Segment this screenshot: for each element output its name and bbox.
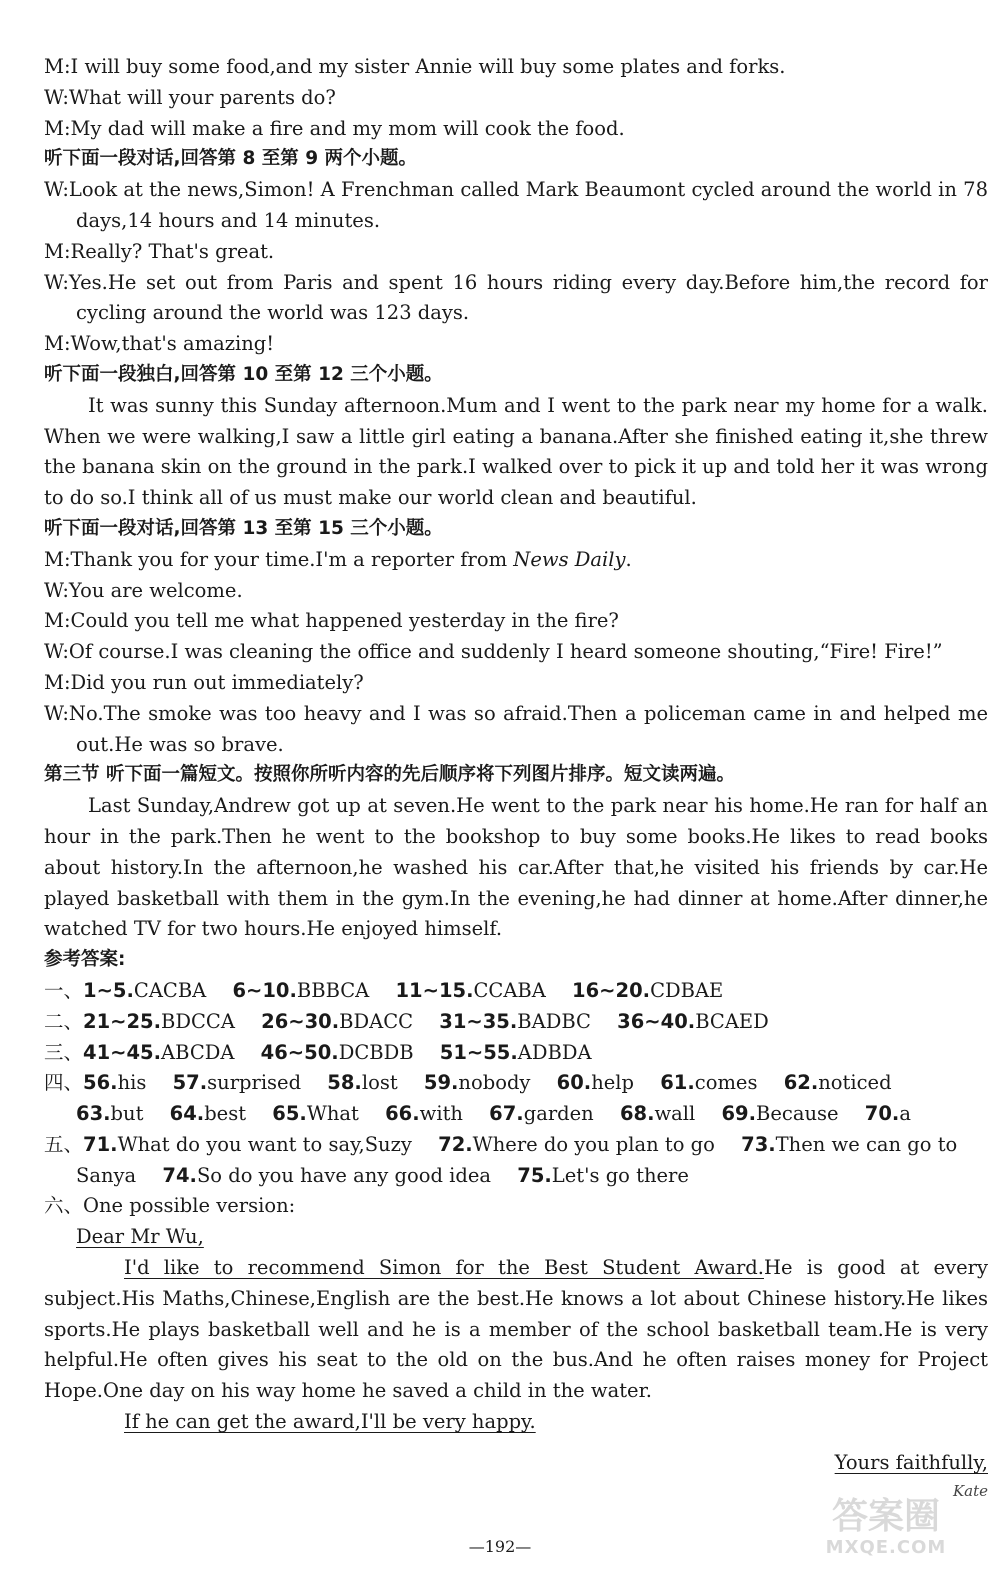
- answer-key-heading: 参考答案:: [44, 949, 126, 971]
- watermark-text: 答案圈: [831, 1496, 940, 1537]
- answer-number: 46~50.: [260, 1040, 339, 1064]
- answer-item: [572, 979, 723, 1002]
- dialogue-line: M:I will buy some food,and my sister Annie will buy some plates and forks.: [44, 55, 786, 78]
- answer-part-label: 五、: [44, 1132, 84, 1156]
- answer-item: [170, 1102, 246, 1125]
- answer-part-label: 四、: [44, 1071, 84, 1095]
- answer-page: [44, 52, 988, 1503]
- body-text: He is good at every subject.His Maths,Chinese,English are the best.He knows a lot about Chinese history.He likes sports.He plays basketball well and he is a member of the school basketball team.He is very helpful.He often gives his seat to the old on the bus.And he often raises money for Project Hope.One day on his way home he saved a child in the water.: [44, 1256, 988, 1403]
- answer-value: help: [591, 1071, 635, 1095]
- answer-item: [424, 1071, 531, 1094]
- passage-paragraph: Last Sunday,Andrew got up at seven.He went to the park near his home.He ran for half an hour in the park.Then he went to the bookshop to buy some books.He likes to read books about history.In the afternoon,he washed his car.After that,he visited his friends by car.He played basketball with them in the gym.In the evening,he had dinner at home.After dinner,he watched TV for two hours.He enjoyed himself.: [44, 794, 988, 941]
- dialogue-line: M:Really? That's great.: [44, 239, 275, 263]
- answer-number: 74.: [162, 1163, 197, 1187]
- section-13-15: [44, 514, 988, 760]
- answer-number: 56.: [83, 1071, 118, 1095]
- answer-row: [44, 1007, 988, 1038]
- answer-item: [557, 1071, 634, 1094]
- topic-sentence: I'd like to recommend Simon for the Best Student Award.: [124, 1256, 764, 1280]
- answer-value: CCABA: [473, 978, 546, 1002]
- section-heading: 听下面一段独白,回答第 10 至第 12 三个小题。: [44, 363, 443, 385]
- closing: Yours faithfully,: [834, 1450, 988, 1474]
- answer-value: What: [306, 1102, 359, 1126]
- answer-item: [620, 1102, 695, 1125]
- answer-number: 26~30.: [261, 1009, 340, 1033]
- answer-number: 60.: [556, 1071, 592, 1095]
- line-text: .: [625, 547, 632, 571]
- answer-value: lost: [361, 1071, 398, 1095]
- page-number: —192—: [468, 1537, 532, 1556]
- dialogue-line: M:My dad will make a fire and my mom will cook the food.: [44, 116, 625, 140]
- monologue-paragraph: It was sunny this Sunday afternoon.Mum and I went to the park near my home for a walk. When we were walking,I saw a little girl eating a banana.After she finished eating it,she threw the banana skin on the ground in the park.I walked over to pick it up and told her it was wrong to do so.I think all of us must make our world clean and beautiful.: [44, 393, 988, 510]
- line-text: M:Thank you for your time.I'm a reporter from: [44, 547, 514, 571]
- answer-item: [261, 1041, 414, 1064]
- watermark-logo: [786, 1497, 986, 1563]
- answer-number: 62.: [783, 1071, 819, 1095]
- answer-number: 75.: [517, 1163, 552, 1187]
- answer-number: 72.: [438, 1132, 473, 1156]
- answer-number: 36~40.: [617, 1009, 696, 1033]
- answer-item: [327, 1071, 397, 1094]
- letter-closing-line: [44, 1407, 988, 1438]
- answer-item: [83, 979, 206, 1002]
- answer-number: 21~25.: [83, 1009, 162, 1033]
- dialogue-line: [44, 545, 988, 576]
- dialogue-7: [44, 52, 988, 144]
- answer-value: Where do you plan to go: [472, 1132, 715, 1156]
- newspaper-title: News Daily: [513, 547, 626, 571]
- answer-item: [439, 1010, 591, 1033]
- dialogue-line: W:Yes.He set out from Paris and spent 16 hours riding every day.Before him,the record for cycling around the world was 123 days.: [44, 270, 988, 325]
- answer-number: 63.: [76, 1102, 111, 1126]
- concluding-sentence: If he can get the award,I'll be very happy.: [124, 1410, 536, 1434]
- answer-item: [489, 1102, 594, 1125]
- answer-row: [44, 1068, 988, 1130]
- answer-value: surprised: [207, 1071, 302, 1095]
- answer-item: [76, 1102, 143, 1125]
- answer-item: [83, 1133, 412, 1156]
- answer-value: ADBDA: [517, 1040, 592, 1064]
- answer-item: [395, 979, 545, 1002]
- section-heading: 听下面一段对话,回答第 13 至第 15 三个小题。: [44, 517, 443, 539]
- dialogue-line: M:Could you tell me what happened yesterday in the fire?: [44, 609, 619, 633]
- answer-item: [173, 1071, 302, 1094]
- answer-item: [232, 979, 369, 1002]
- answer-value: but: [110, 1102, 144, 1126]
- answer-item: [261, 1010, 413, 1033]
- answer-row: [44, 1038, 988, 1069]
- answer-number: 59.: [423, 1071, 459, 1095]
- dialogue-line: W:Of course.I was cleaning the office and suddenly I heard someone shouting,“Fire! Fire!”: [44, 640, 943, 664]
- answer-value: DCBDB: [338, 1040, 414, 1064]
- answer-value: his: [117, 1071, 147, 1095]
- answer-value: comes: [694, 1071, 758, 1095]
- answer-item: [385, 1102, 463, 1125]
- answer-value: BDACC: [339, 1009, 414, 1033]
- answer-value: ABCDA: [161, 1040, 235, 1064]
- answer-item: [440, 1041, 592, 1064]
- answer-value: So do you have any good idea: [196, 1163, 492, 1187]
- answer-value: Then we can go to Sanya: [76, 1132, 958, 1187]
- answer-value: What do you want to say,Suzy: [117, 1132, 412, 1156]
- answer-value: BDCCA: [161, 1009, 235, 1033]
- answer-number: 1~5.: [83, 978, 134, 1002]
- answer-value: noticed: [818, 1071, 892, 1095]
- answer-item: [162, 1164, 491, 1187]
- dialogue-line: M:Did you run out immediately?: [44, 670, 364, 694]
- answer-item: [272, 1102, 359, 1125]
- answer-number: 68.: [619, 1102, 655, 1126]
- answer-number: 69.: [721, 1102, 757, 1126]
- dialogue-line: W:No.The smoke was too heavy and I was so afraid.Then a policeman came in and helped me out.He was so brave.: [44, 701, 988, 756]
- answer-number: 6~10.: [232, 978, 297, 1002]
- answer-number: 41~45.: [83, 1040, 162, 1064]
- answer-item: [784, 1071, 892, 1094]
- answer-value: CACBA: [133, 978, 207, 1002]
- answer-value: BADBC: [517, 1009, 591, 1033]
- answer-value: Because: [756, 1102, 839, 1126]
- answer-value: nobody: [458, 1071, 531, 1095]
- answer-item: [660, 1071, 757, 1094]
- dialogue-line: W:Look at the news,Simon! A Frenchman called Mark Beaumont cycled around the world in 78 days,14 hours and 14 minutes.: [44, 178, 988, 232]
- answer-value: with: [419, 1102, 463, 1126]
- answer-number: 11~15.: [395, 978, 474, 1002]
- section-8-9: [44, 144, 988, 360]
- answer-item: [617, 1010, 769, 1033]
- answer-key: [44, 945, 988, 1191]
- answer-number: 58.: [327, 1071, 362, 1095]
- answer-item: [517, 1164, 689, 1187]
- section-10-12: [44, 360, 988, 514]
- answer-part-label: 三、: [44, 1040, 84, 1064]
- answer-value: garden: [523, 1102, 594, 1126]
- answer-number: 51~55.: [439, 1040, 518, 1064]
- dialogue-line: W:You are welcome.: [44, 578, 243, 602]
- answer-item: [83, 1010, 235, 1033]
- answer-value: BBBCA: [296, 978, 370, 1002]
- answer-rows: [44, 976, 988, 1192]
- answer-number: 71.: [83, 1132, 118, 1156]
- answer-part-label: 一、: [44, 978, 84, 1002]
- answer-value: wall: [654, 1102, 696, 1126]
- answer-value: a: [899, 1102, 911, 1126]
- answer-number: 65.: [272, 1102, 307, 1126]
- answer-number: 67.: [489, 1102, 524, 1126]
- answer-number: 31~35.: [439, 1009, 518, 1033]
- answer-number: 16~20.: [572, 978, 651, 1002]
- section-heading: 第三节 听下面一篇短文。按照你所听内容的先后顺序将下列图片排序。短文读两遍。: [44, 764, 735, 786]
- writing-label: 六、One possible version:: [44, 1194, 296, 1218]
- answer-item: [83, 1041, 234, 1064]
- answer-item: [83, 1071, 146, 1094]
- answer-item: [721, 1102, 838, 1125]
- dialogue-line: W:What will your parents do?: [44, 85, 336, 109]
- watermark-domain: MXQE.COM: [825, 1537, 947, 1558]
- answer-number: 61.: [660, 1071, 695, 1095]
- answer-number: 66.: [385, 1102, 420, 1126]
- answer-number: 70.: [864, 1102, 900, 1126]
- salutation: Dear Mr Wu,: [76, 1225, 204, 1249]
- answer-part-label: 二、: [44, 1009, 84, 1033]
- section-heading: 听下面一段对话,回答第 8 至第 9 两个小题。: [44, 148, 418, 170]
- answer-number: 57.: [172, 1071, 208, 1095]
- answer-item: [865, 1102, 911, 1125]
- dialogue-line: M:Wow,that's amazing!: [44, 332, 275, 356]
- section-3: [44, 760, 988, 945]
- letter-body: [44, 1253, 988, 1407]
- answer-row: [44, 976, 988, 1007]
- answer-value: CDBAE: [650, 978, 724, 1002]
- answer-row: [44, 1130, 988, 1192]
- answer-value: Let's go there: [551, 1163, 689, 1187]
- answer-number: 64.: [169, 1102, 205, 1126]
- writing-sample: [44, 1191, 988, 1502]
- signature: Kate: [952, 1481, 988, 1500]
- answer-value: best: [204, 1102, 247, 1126]
- answer-number: 73.: [741, 1132, 776, 1156]
- answer-item: [438, 1133, 715, 1156]
- answer-value: BCAED: [695, 1009, 769, 1033]
